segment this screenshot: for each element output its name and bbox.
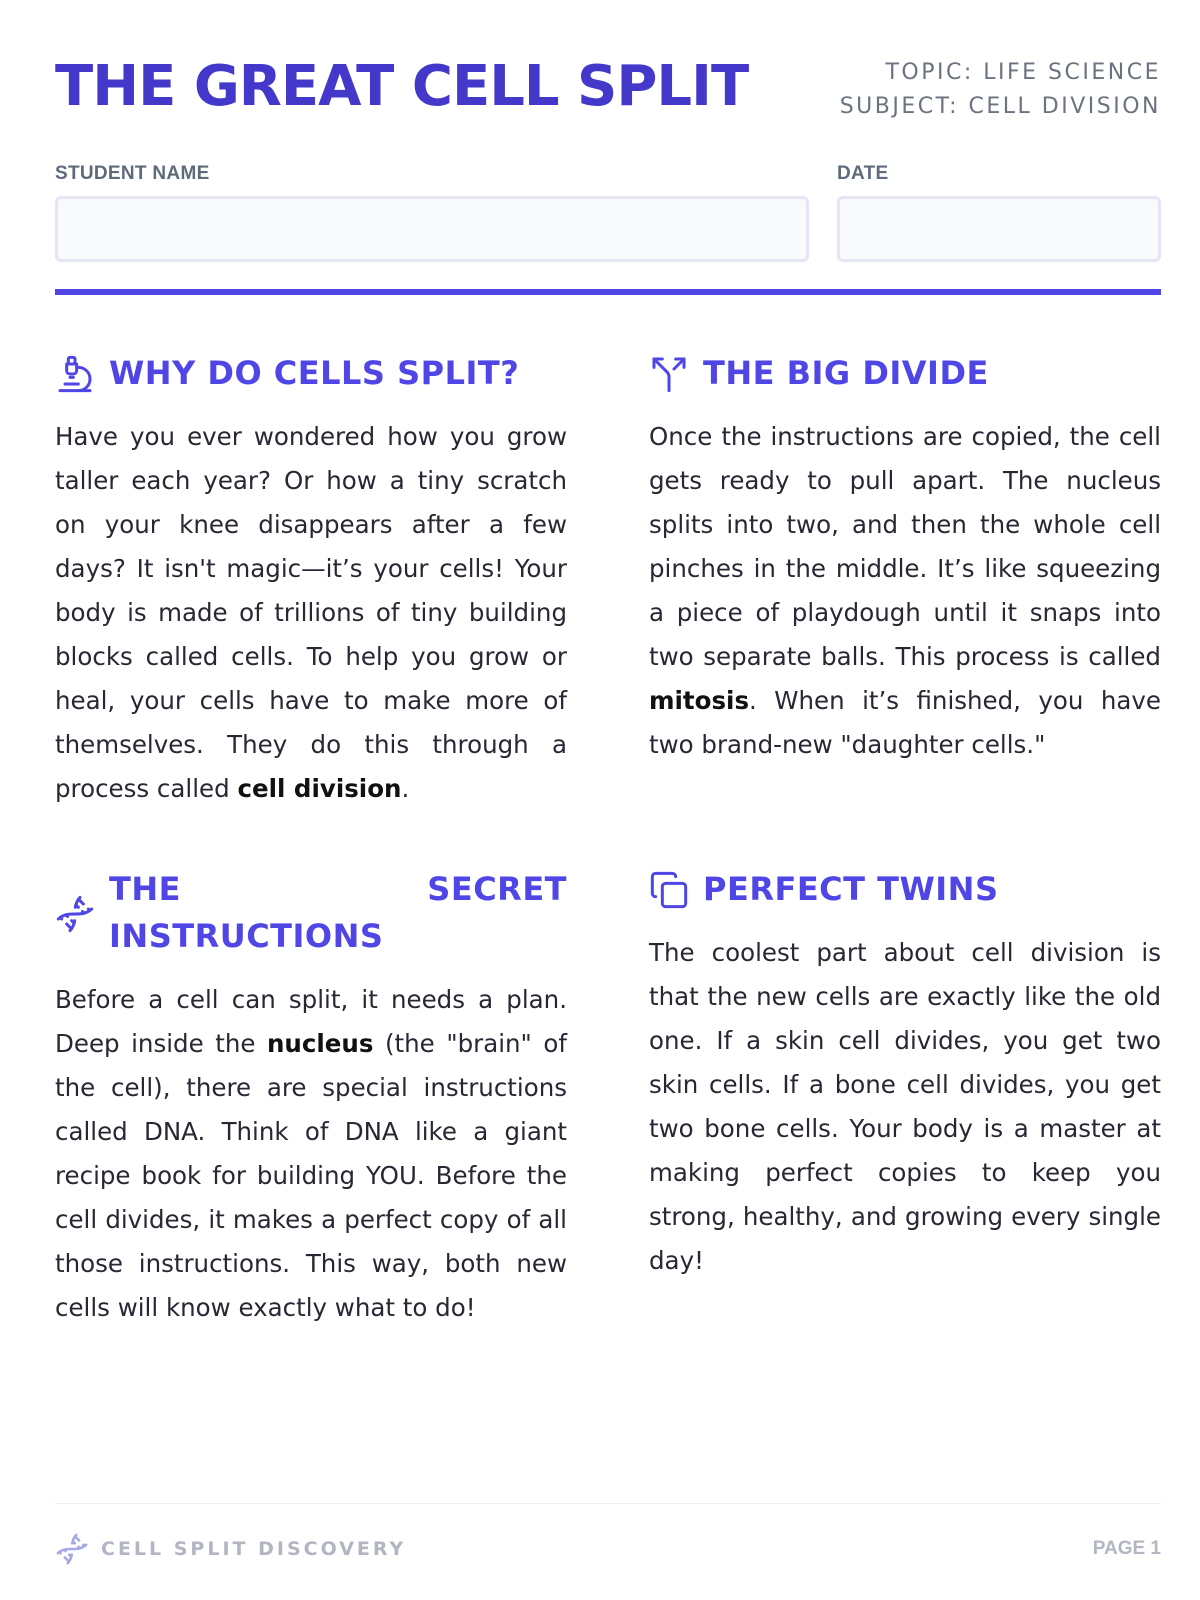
section-title: THE SECRET INSTRUCTIONS — [109, 870, 567, 955]
body-text-end: (the "brain" of the cell), there are special instructions called DNA. Think of DNA like a giant recipe book for building YOU. Before the cell divides, it makes a perfect copy of all those instructions. This way, both new cells will know exactly what to do! — [55, 1029, 567, 1322]
topic-info — [840, 56, 1161, 124]
student-name-label: STUDENT NAME — [55, 163, 210, 184]
body-text: The coolest part about cell division is that the new cells are exactly like the old one. If a skin cell divides, you get two skin cells. If a bone cell divides, you get two bone cells. Your body is a master at making perfect copies to keep you strong, healthy, and growing every single day! — [649, 938, 1161, 1275]
microscope-icon — [55, 354, 95, 394]
section-title: WHY DO CELLS SPLIT? — [109, 354, 520, 392]
header-divider — [55, 289, 1161, 295]
section-header — [55, 350, 567, 397]
section-header — [649, 866, 1161, 913]
section-title: THE BIG DIVIDE — [703, 354, 989, 392]
body-text: Before a cell can split, it needs a plan. Deep inside the — [55, 985, 567, 1058]
split-arrows-icon — [649, 354, 689, 394]
body-bold-term: mitosis — [649, 686, 750, 715]
body-text-end: . — [401, 774, 410, 803]
subject-label: SUBJECT: CELL DIVISION — [839, 94, 1161, 119]
worksheet-page — [55, 0, 1161, 1600]
section-why-cells-split — [55, 350, 567, 811]
body-bold-term: cell division — [237, 774, 402, 803]
section-big-divide — [649, 350, 1161, 767]
section-body — [55, 415, 567, 811]
page-number: PAGE 1 — [1092, 1538, 1161, 1559]
dna-icon — [55, 1532, 89, 1566]
dna-icon — [55, 894, 95, 934]
section-body — [55, 978, 567, 1330]
topic-label: TOPIC: LIFE SCIENCE — [885, 60, 1161, 85]
page-title: THE GREAT CELL SPLIT — [55, 54, 749, 119]
copy-icon — [649, 870, 689, 910]
date-field[interactable] — [837, 196, 1161, 262]
section-secret-instructions — [55, 866, 567, 1330]
date-label: DATE — [837, 163, 889, 184]
body-text: Have you ever wondered how you grow taller each year? Or how a tiny scratch on your knee disappears after a few days? It isn't magic—it’s your cells! Your body is made of trillions of tiny building blocks called cells. To help you grow or heal, your cells have to make more of themselves. They do this through a process called — [55, 422, 567, 803]
section-header — [55, 866, 567, 960]
body-bold-term: nucleus — [266, 1029, 374, 1058]
footer-brand-block — [55, 1532, 406, 1566]
footer-brand: CELL SPLIT DISCOVERY — [101, 1538, 407, 1560]
section-body — [649, 931, 1161, 1283]
body-text-end: . When it’s finished, you have two brand-new "daughter cells." — [649, 686, 1161, 759]
body-text: Once the instructions are copied, the cell gets ready to pull apart. The nucleus splits into two, and then the whole cell pinches in the middle. It’s like squeezing a piece of playdough until it snaps into two separate balls. This process is called — [649, 422, 1161, 671]
section-header — [649, 350, 1161, 397]
section-title: PERFECT TWINS — [703, 870, 999, 908]
section-perfect-twins — [649, 866, 1161, 1283]
section-body — [649, 415, 1161, 767]
student-name-field[interactable] — [55, 196, 809, 262]
footer-divider — [55, 1503, 1161, 1504]
page-header — [55, 52, 1161, 122]
